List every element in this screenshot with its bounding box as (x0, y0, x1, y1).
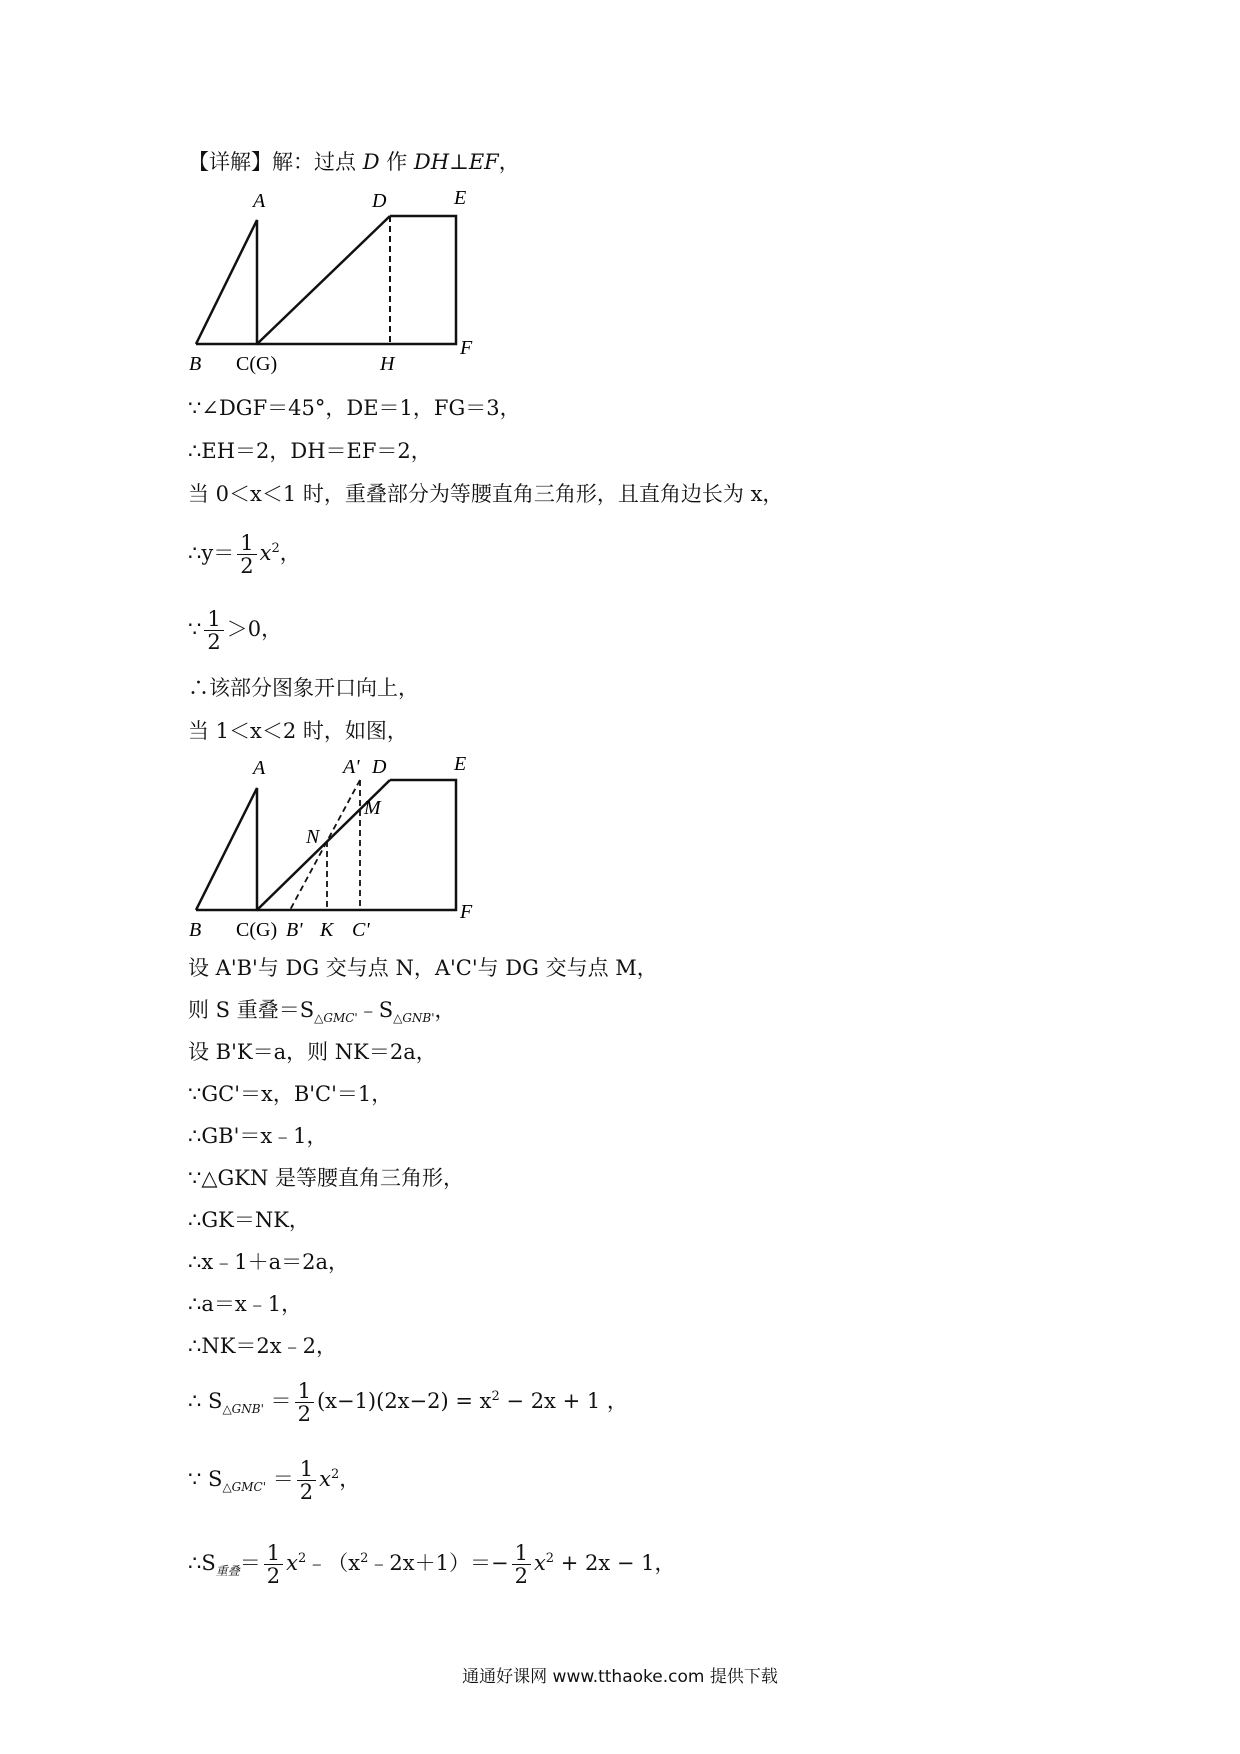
line-11: ∵GC'＝x，B'C'＝1， (188, 1082, 393, 1106)
line-20: $\therefore S_{重叠}=$ $\frac{1}{2}$ $x^2﹣(x^2﹣2x+1)=-$ $\frac{1}{2}$ $x^2 + 2x - 1$， (188, 1541, 676, 1588)
label-cg: C(G) (236, 919, 278, 941)
label-b: B (189, 919, 202, 941)
label-h: H (380, 353, 395, 375)
line-4: ∴y＝ $\frac{1}{2}$ $x^2$， (188, 531, 301, 578)
label-b: B (189, 353, 202, 375)
label-cp: C' (352, 919, 370, 941)
line-9: 则 S 重叠$=S_{\triangle GMC'}﹣S_{\triangle GNB'}$， (188, 998, 456, 1026)
label-a: A (253, 757, 266, 779)
detail-bracket: 【详解】 (188, 150, 272, 174)
fraction: $\frac{1}{2}$ (264, 1542, 283, 1587)
label-k: K (320, 919, 334, 941)
label-e: E (454, 190, 467, 209)
fraction: $\frac{1}{2}$ (512, 1542, 531, 1587)
line-16: ∴a＝x﹣1， (188, 1292, 303, 1316)
line-5: ∵ $\frac{1}{2}$ ＞0， (188, 607, 283, 654)
line-19: ∵ $S_{\triangle GMC'}$ ＝ $\frac{1}{2}$ $x^2$， (188, 1457, 361, 1504)
fraction: $\frac{1}{2}$ (204, 608, 223, 653)
line-15: ∴x﹣1＋a＝2a， (188, 1250, 349, 1274)
label-e: E (454, 753, 467, 775)
line-14: ∴GK＝NK， (188, 1208, 310, 1232)
figure-1 (180, 190, 480, 380)
triangle-abc (196, 788, 257, 910)
line-7: 当 1＜x＜2 时，如图， (188, 719, 408, 743)
line-6: ∴该部分图象开口向上， (188, 676, 419, 700)
label-d: D (372, 190, 387, 212)
dashed-ap-bp (290, 780, 360, 910)
intro-line: 【详解】解：过点 D 作 DH⊥EF， (188, 150, 520, 174)
page-footer: 通通好课网 www.tthaoke.com 提供下载 (462, 1667, 778, 1687)
label-f: F (460, 901, 473, 923)
line-3: 当 0＜x＜1 时，重叠部分为等腰直角三角形，且直角边长为 x， (188, 482, 784, 506)
fraction: $\frac{1}{2}$ (237, 532, 256, 577)
line-12: ∴GB'＝x﹣1， (188, 1124, 328, 1148)
line-dg (257, 216, 390, 344)
label-a: A (253, 190, 266, 212)
label-d: D (372, 756, 387, 778)
line-8: 设 A'B'与 DG 交与点 N，A'C'与 DG 交与点 M， (188, 956, 658, 980)
label-cg: C(G) (236, 353, 278, 375)
triangle-abc (196, 220, 257, 344)
label-n: N (306, 826, 320, 848)
rect-defh (257, 216, 456, 344)
label-f: F (460, 337, 473, 359)
rect-def (257, 780, 456, 910)
fraction: $\frac{1}{2}$ (297, 1458, 316, 1503)
label-ap: A' (343, 756, 360, 778)
label-bp: B' (286, 919, 303, 941)
line-17: ∴NK＝2x﹣2， (188, 1334, 337, 1358)
line-2: ∴EH＝2，DH＝EF＝2， (188, 439, 432, 463)
figure-2 (180, 752, 480, 942)
line-10: 设 B'K＝a，则 NK＝2a， (188, 1040, 437, 1064)
label-m: M (364, 797, 381, 819)
line-1: ∵∠DGF＝45°，DE＝1，FG＝3， (188, 396, 521, 420)
fraction: $\frac{1}{2}$ (295, 1380, 314, 1425)
line-18: ∴ $S_{\triangle GNB'}$ ＝ $\frac{1}{2}$ $(x-1)(2x-2) = x^2 - 2x + 1$ ， (188, 1379, 628, 1426)
line-13: ∵△GKN 是等腰直角三角形， (188, 1166, 465, 1190)
